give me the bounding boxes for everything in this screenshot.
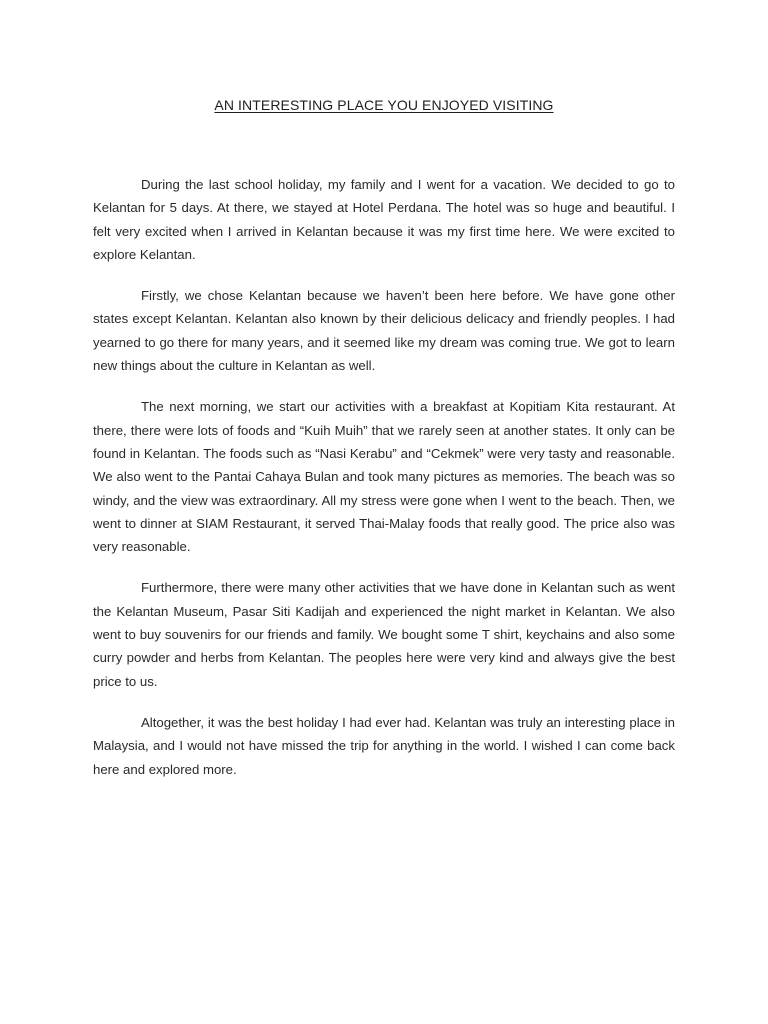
paragraph-2: Firstly, we chose Kelantan because we haven’t been here before. We have gone other states except Kelantan. Kelantan also known by their delicious delicacy and friendly peoples. I had yearned to go there for many years, and it seemed like my dream was coming true. We got to learn new things about the culture in Kelantan as well. [93,288,675,374]
paragraph-1: During the last school holiday, my family and I went for a vacation. We decided to go to Kelantan for 5 days. At there, we stayed at Hotel Perdana. The hotel was so huge and beautiful. I felt very excited when I arrived in Kelantan because it was my first time here. We were excited to explore Kelantan. [93,177,675,262]
document-title: AN INTERESTING PLACE YOU ENJOYED VISITING [214,97,554,113]
paragraph-5: Altogether, it was the best holiday I had ever had. Kelantan was truly an interesting place in Malaysia, and I would not have missed the trip for anything in the world. I wished I can come back here and explored more. [93,714,675,777]
paragraph-3: The next morning, we start our activities with a breakfast at Kopitiam Kita restaurant. At there, there were lots of foods and “Kuih Muih” that we rarely seen at another states. It only can be found in Kelantan. The foods such as “Nasi Kerabu” and “Cekmek” were very tasty and reasonable. We also went to the Pantai Cahaya Bulan and took many pictures as memories. The beach was so windy, and the view was extraordinary. All my stress were gone when I went to the beach. Then, we went to dinner at SIAM Restaurant, it served Thai-Malay foods that really good. The price also was very reasonable. [93,399,675,555]
essay-body [93,173,675,781]
paragraph-4: Furthermore, there were many other activities that we have done in Kelantan such as went the Kelantan Museum, Pasar Siti Kadijah and experienced the night market in Kelantan. We also went to buy souvenirs for our friends and family. We bought some T shirt, keychains and also some curry powder and herbs from Kelantan. The peoples here were very kind and always give the best price to us. [93,580,675,689]
